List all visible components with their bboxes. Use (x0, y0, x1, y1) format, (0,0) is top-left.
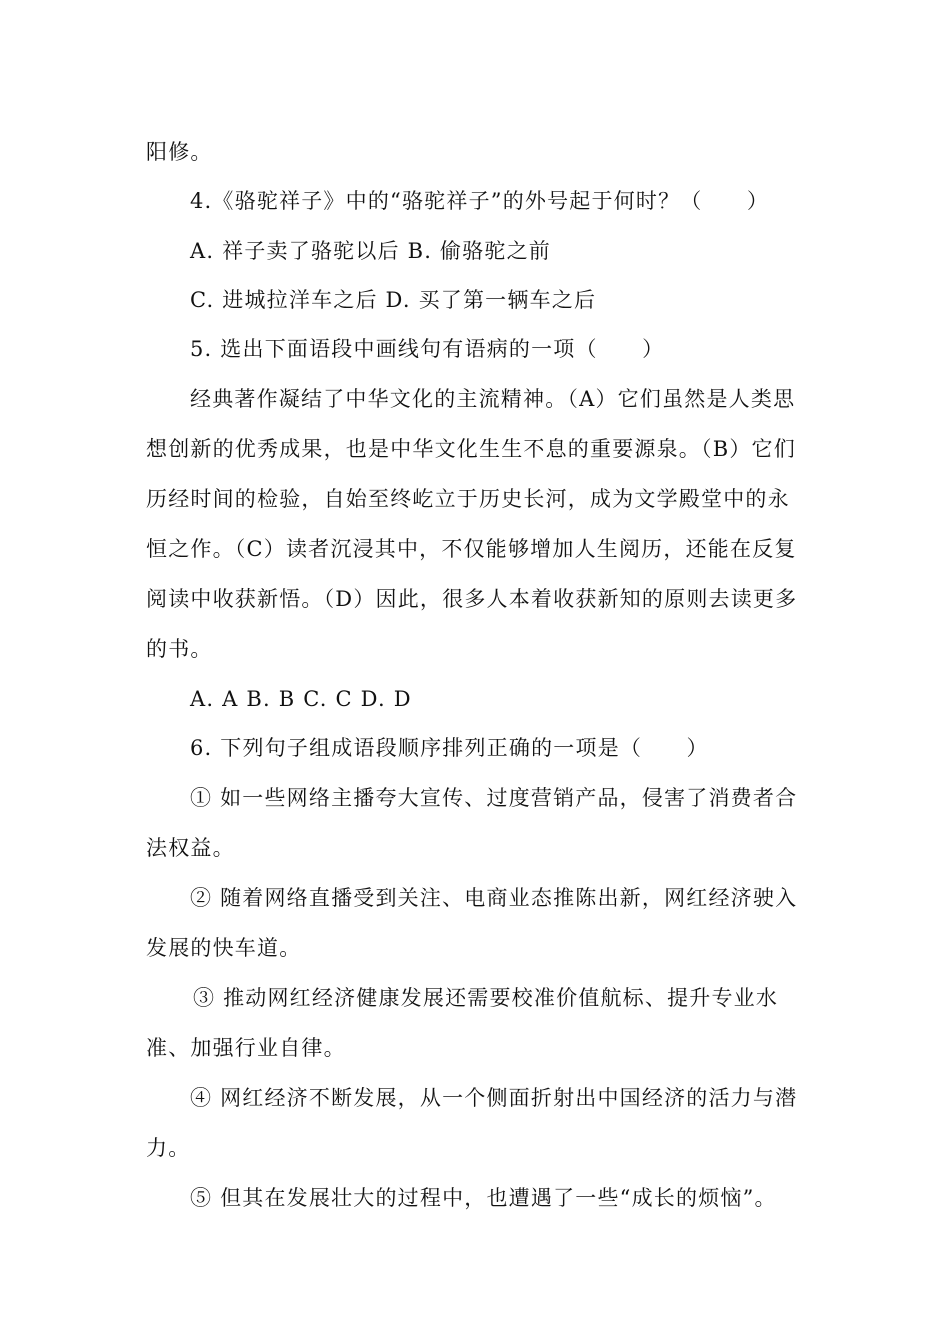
sentence-4-cont: 力。 (146, 1136, 191, 1160)
sentence-1: ① 如一些网络主播夸大宣传、过度营销产品，侵害了消费者合 (190, 786, 798, 810)
sentence-3: ③ 推动网红经济健康发展还需要校准价值航标、提升专业水 (193, 986, 779, 1010)
question-6: 6. 下列句子组成语段顺序排列正确的一项是（ ） (190, 736, 709, 760)
question-5: 5. 选出下面语段中画线句有语病的一项（ ） (190, 337, 665, 361)
sentence-5: ⑤ 但其在发展壮大的过程中，也遭遇了一些“成长的烦恼”。 (190, 1186, 777, 1210)
sentence-1-cont: 法权益。 (146, 836, 235, 860)
passage-line: 恒之作。（C）读者沉浸其中，不仅能够增加人生阅历，还能在反复 (146, 537, 797, 561)
sentence-4: ④ 网红经济不断发展，从一个侧面折射出中国经济的活力与潜 (190, 1086, 798, 1110)
sentence-2-cont: 发展的快车道。 (146, 936, 302, 960)
passage-line: 的书。 (146, 637, 213, 661)
passage-line: 经典著作凝结了中华文化的主流精神。（A）它们虽然是人类思 (190, 387, 796, 411)
passage-line: 想创新的优秀成果，也是中华文化生生不息的重要源泉。（B）它们 (146, 437, 796, 461)
passage-line: 历经时间的检验，自始至终屹立于历史长河，成为文学殿堂中的永 (146, 487, 790, 511)
sentence-2: ② 随着网络直播受到关注、电商业态推陈出新，网红经济驶入 (190, 886, 798, 910)
question-4: 4.《骆驼祥子》中的“骆驼祥子”的外号起于何时？（ ） (190, 189, 770, 213)
question-4-options-ab: A. 祥子卖了骆驼以后 B. 偷骆驼之前 (190, 239, 551, 263)
question-4-options-cd: C. 进城拉洋车之后 D. 买了第一辆车之后 (190, 288, 597, 312)
sentence-3-cont: 准、加强行业自律。 (146, 1036, 346, 1060)
question-5-options: A. A B. B C. C D. D (190, 687, 412, 711)
passage-line: 阅读中收获新悟。（D）因此，很多人本着收获新知的原则去读更多 (146, 587, 798, 611)
text-line: 阳修。 (146, 140, 213, 164)
